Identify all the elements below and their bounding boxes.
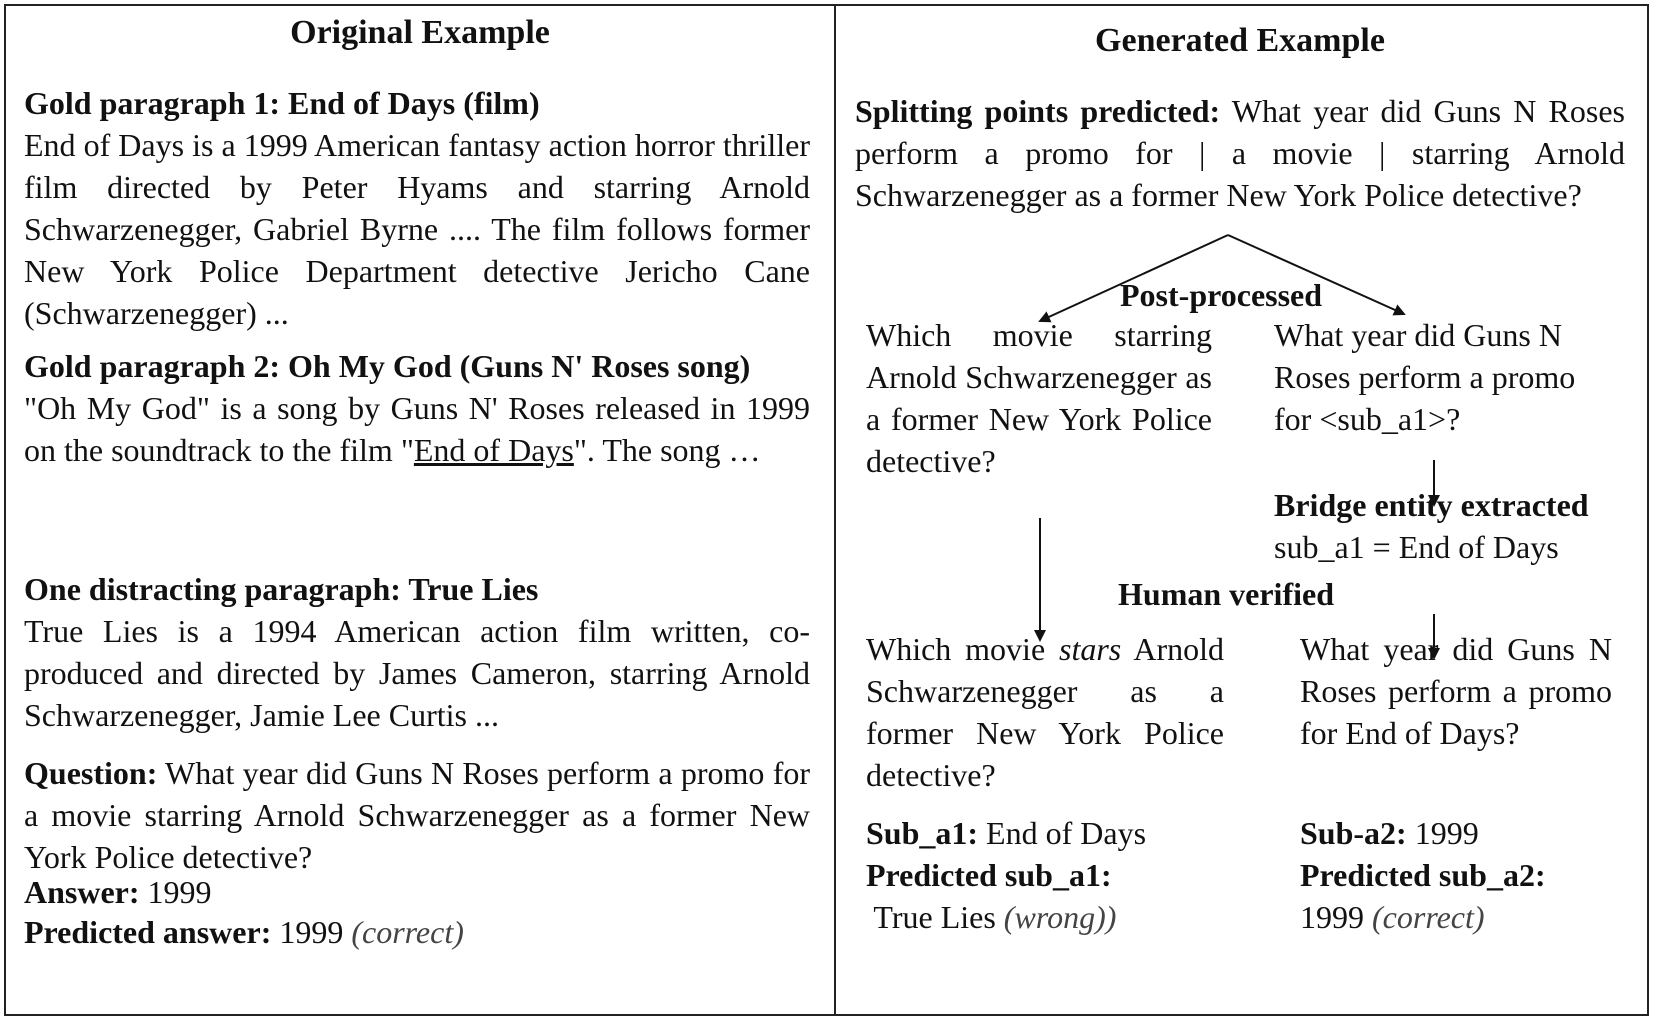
gold-paragraph-2-heading: Gold paragraph 2: Oh My God (Guns N' Roses song) [24, 348, 751, 384]
predicted-sub-a1-note: (wrong)) [1003, 899, 1117, 935]
hv-left-part-b: Arnold Schwarzenegger as a former New York Police detective? [866, 631, 1224, 793]
post-processed-left-question: Which movie starring Arnold Schwarzenegger as a former New York Police detective? [866, 317, 1212, 479]
predicted-sub-a1-label: Predicted sub_a1: [866, 857, 1112, 893]
human-verified-right-question: What year did Guns N Roses perform a promo for End of Days? [1300, 631, 1612, 751]
sub-a2-value: 1999 [1406, 815, 1479, 851]
hv-left-emphasis: stars [1059, 631, 1122, 667]
gold-paragraph-2-body-post: ". The song … [573, 432, 761, 468]
bridge-entity-label: Bridge entity extracted [1274, 487, 1589, 523]
human-verified-label: Human verified [1118, 576, 1334, 612]
sub-a1-label: Sub_a1: [866, 815, 979, 851]
left-panel-title: Original Example [290, 14, 550, 51]
gold-paragraph-1-body: End of Days is a 1999 American fantasy action horror thriller film directed by Peter Hyams and starring Arnold Schwarzenegger, Gabriel Byrne .... The film follows former New York Police Department detective Jericho Cane (Schwarzenegger) ... [24, 127, 810, 331]
gold-paragraph-1-heading: Gold paragraph 1: End of Days (film) [24, 85, 540, 121]
post-processed-label: Post-processed [1120, 277, 1323, 313]
end-of-days-link[interactable]: End of Days [413, 432, 574, 468]
post-processed-right-question: What year did Guns N Roses perform a promo for <sub_a1>? [1274, 317, 1576, 437]
sub-a2-label: Sub-a2: [1300, 815, 1407, 851]
split-arrow-right [1228, 235, 1404, 314]
predicted-sub-a2-value: 1999 [1300, 899, 1372, 935]
predicted-answer-label: Predicted answer: [24, 914, 272, 950]
sub-a1-value: End of Days [978, 815, 1147, 851]
distracting-paragraph-heading: One distracting paragraph: True Lies [24, 571, 539, 607]
predicted-sub-a2-label: Predicted sub_a2: [1300, 857, 1546, 893]
question-label: Question: [24, 755, 158, 791]
distracting-paragraph-body: True Lies is a 1994 American action film written, co-produced and directed by James Cameron, starring Arnold Schwarzenegger, Jamie Lee Curtis ... [24, 613, 810, 733]
predicted-answer-value: 1999 [271, 914, 352, 950]
splitting-points-question: What year did Guns N Roses perform a promo for | a movie | starring Arnold Schwarzenegger as a former New York Police detective? [855, 93, 1626, 213]
predicted-sub-a1-value: True Lies [866, 899, 1004, 935]
predicted-answer-note: (correct) [351, 914, 464, 950]
bridge-entity-value: sub_a1 = End of Days [1274, 529, 1559, 565]
splitting-points-label: Splitting points predicted: [855, 93, 1221, 129]
hv-left-part-a: Which movie [866, 631, 1059, 667]
question-text: What year did Guns N Roses perform a promo for a movie starring Arnold Schwarzenegger as a former New York Police detective? [24, 755, 810, 875]
answer-label: Answer: [24, 874, 140, 910]
gold-paragraph-2-body-pre: "Oh My God" is a song by Guns N' Roses released in 1999 on the soundtrack to the film " [24, 390, 810, 468]
right-panel-title: Generated Example [1095, 22, 1385, 59]
split-arrow-left [1040, 235, 1228, 321]
predicted-sub-a2-note: (correct) [1372, 899, 1485, 935]
answer-value: 1999 [139, 874, 212, 910]
